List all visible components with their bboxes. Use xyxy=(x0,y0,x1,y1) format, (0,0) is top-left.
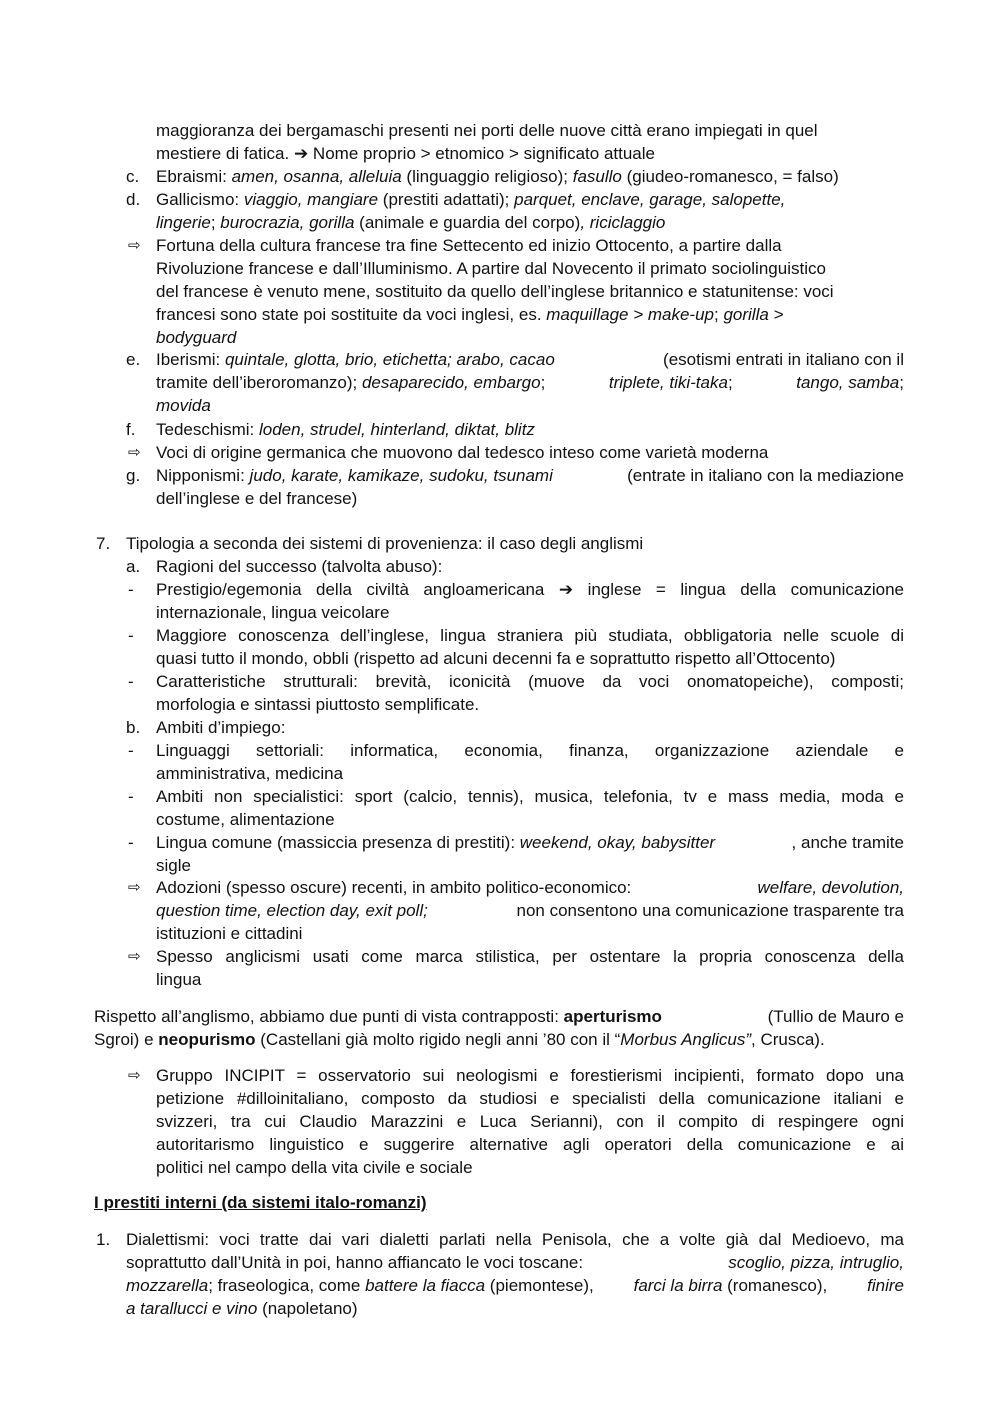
dash-bullet: - xyxy=(128,741,134,760)
dash-bullet: - xyxy=(128,787,134,806)
section-7-title: Tipologia a seconda dei sistemi di provenienza: il caso degli anglismi xyxy=(126,534,644,553)
paragraph-anglismo: Rispetto all’anglismo, abbiamo due punti di vista contrapposti: aperturismo (Tullio de Mauro e Sgroi) e neopurismo (Castellani già molto rigido negli anni ’80 con il “Morbus Anglicus”, Crusca). xyxy=(94,1007,904,1049)
list-item-fortuna: Fortuna della cultura francese tra fine Settecento ed inizio Ottocento, a partire dalla Rivoluzione francese e dall’Illuminismo. A partire dal Novecento il primato sociolinguistico del francese è venuto mene, sostituito da quello dell’inglese britannico e statunitense: voci francesi sono state poi sostituite da voci inglesi, es. maquillage > make-up; gorilla > bodyguard xyxy=(156,236,834,347)
list-marker: e. xyxy=(126,350,141,369)
list-item-spesso: Spesso anglicismi usati come marca stilistica, per ostentare la propria conoscenza della lingua xyxy=(156,947,904,989)
list-marker: 7. xyxy=(96,534,111,553)
text-line: mestiere di fatica. ➔ Nome proprio > etnomico > significato attuale xyxy=(156,144,655,163)
list-item-conoscenza: Maggiore conoscenza dell’inglese, lingua straniera più studiata, obbligatoria nelle scuole di quasi tutto il mondo, obbli (rispetto ad alcuni decenni fa e soprattutto rispetto all’Ottocento) xyxy=(156,626,904,668)
list-item-iberismi: Iberismi: quintale, glotta, brio, etichetta; arabo, cacao (esotismi entrati in italiano con il tramite dell’iberoromanzo); desaparecido, embargo; triplete, tiki-taka; tango, samba; movida xyxy=(156,350,904,415)
text-line: maggioranza dei bergamaschi presenti nei porti delle nuove città erano impiegati in quel xyxy=(156,121,818,140)
list-marker: c. xyxy=(126,167,140,186)
list-item-non-specialistici: Ambiti non specialistici: sport (calcio, tennis), musica, telefonia, tv e mass media, moda e costume, alimentazione xyxy=(156,787,904,829)
list-marker: 1. xyxy=(96,1230,111,1249)
dash-bullet: - xyxy=(128,580,134,599)
list-marker: a. xyxy=(126,557,141,576)
arrow-bullet-icon: ⇨ xyxy=(128,1067,141,1084)
list-item-caratteristiche: Caratteristiche strutturali: brevità, iconicità (muove da voci onomatopeiche), composti; morfologia e sintassi piuttosto semplificate. xyxy=(156,672,904,714)
list-item-lingua-comune: Lingua comune (massiccia presenza di prestiti): weekend, okay, babysitter , anche tramite sigle xyxy=(156,833,904,875)
list-marker: d. xyxy=(126,190,141,209)
arrow-bullet-icon: ⇨ xyxy=(128,948,141,965)
section-heading: I prestiti interni (da sistemi italo-romanzi) xyxy=(94,1193,427,1212)
list-item-ebraismi: Ebraismi: amen, osanna, alleluia (linguaggio religioso); fasullo (giudeo-romanesco, = falso) xyxy=(156,167,839,186)
arrow-bullet-icon: ⇨ xyxy=(128,237,141,254)
list-item-dialettismi: Dialettismi: voci tratte dai vari dialetti parlati nella Penisola, che a volte già dal Medioevo, ma soprattutto dall’Unità in poi, hanno affiancato le voci toscane: scoglio, pizza, intruglio, mozzarella; fraseologica, come battere la fiacca (piemontese), farci la birra (romanesco), finire a tarallucci e vino (napoletano) xyxy=(126,1230,904,1318)
list-item-adozioni: Adozioni (spesso oscure) recenti, in ambito politico-economico: welfare, devolution, question time, election day, exit poll; non consentono una comunicazione trasparente tra istituzioni e cittadini xyxy=(156,878,904,943)
list-item-tedeschismi: Tedeschismi: loden, strudel, hinterland, diktat, blitz xyxy=(156,420,535,439)
list-item-nipponismi: Nipponismi: judo, karate, kamikaze, sudoku, tsunami (entrate in italiano con la mediazione dell’inglese e del francese) xyxy=(156,466,904,508)
dash-bullet: - xyxy=(128,833,134,852)
list-item-linguaggi: Linguaggi settoriali: informatica, economia, finanza, organizzazione aziendale e amministrativa, medicina xyxy=(156,741,904,783)
dash-bullet: - xyxy=(128,672,134,691)
list-item-ragioni: Ragioni del successo (talvolta abuso): xyxy=(156,557,443,576)
list-item-incipit: Gruppo INCIPIT = osservatorio sui neologismi e forestierismi incipienti, formato dopo una petizione #dilloinitaliano, composto da studiosi e specialisti della comunicazione italiani e svizzeri, tra cui Claudio Marazzini e Luca Serianni), con il compito di respingere ogni autoritarismo linguistico e suggerire alternative agli operatori della comunicazione e ai politici nel campo della vita civile e sociale xyxy=(156,1066,904,1177)
list-marker: b. xyxy=(126,718,141,737)
list-marker: g. xyxy=(126,466,141,485)
dash-bullet: - xyxy=(128,626,134,645)
list-item-ambiti: Ambiti d’impiego: xyxy=(156,718,286,737)
list-marker: f. xyxy=(126,420,136,439)
arrow-bullet-icon: ⇨ xyxy=(128,444,141,461)
arrow-bullet-icon: ⇨ xyxy=(128,879,141,896)
list-item-gallicismo: Gallicismo: viaggio, mangiare (prestiti adattati); parquet, enclave, garage, salopette, lingerie; burocrazia, gorilla (animale e guardia del corpo), riciclaggio xyxy=(156,190,786,232)
list-item-prestigio: Prestigio/egemonia della civiltà angloamericana ➔ inglese = lingua della comunicazione internazionale, lingua veicolare xyxy=(156,580,904,622)
list-item-germanica: Voci di origine germanica che muovono dal tedesco inteso come varietà moderna xyxy=(156,443,769,462)
